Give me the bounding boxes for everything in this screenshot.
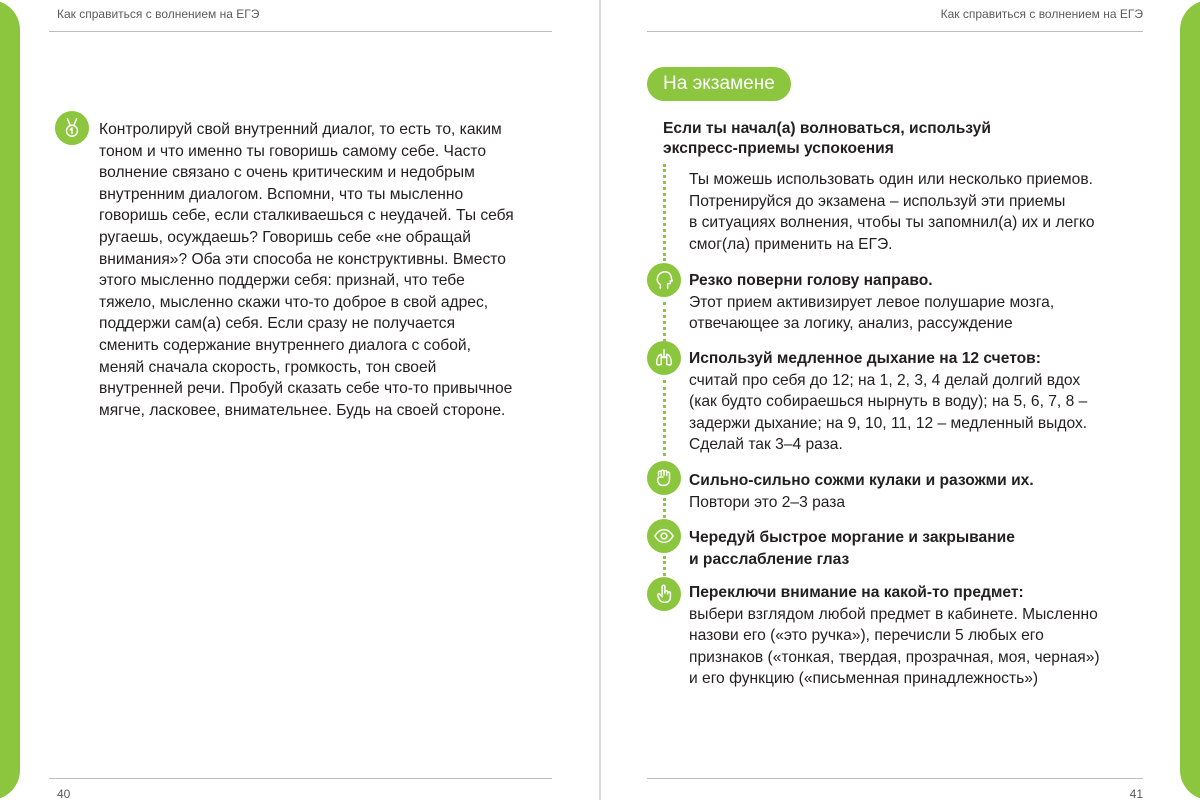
lungs-icon [647,341,681,375]
line: меняй сначала скорость, громкость, тон своей [99,358,437,376]
section-title: На экзамене [647,67,791,101]
page-gutter [599,0,601,800]
line: экспресс-приемы успокоения [663,140,894,157]
line: сменить содержание внутреннего диалога с собой, [99,336,471,354]
medal-icon [55,111,89,145]
tip-head-turn [689,270,1144,335]
line: Повтори это 2–3 раза [689,493,846,511]
dotted-connector [663,302,666,342]
right-edge-tab [1180,0,1200,800]
page-number-right: 41 [1129,787,1143,800]
line: Этот прием активизирует левое полушарие мозга, [689,293,1055,311]
dotted-connector [663,164,666,261]
left-body-text [99,119,559,421]
line: считай про себя до 12; на 1, 2, 3, 4 делай долгий вдох [689,371,1081,389]
tip-fists [689,470,1144,513]
tip-blinking [689,527,1144,570]
line: отвечающее за логику, анализ, рассуждение [689,315,1013,333]
dotted-connector [663,380,666,456]
tip-title: Используй медленное дыхание на 12 счетов: [689,350,1041,367]
footer-rule-left [49,778,552,779]
line: говоришь себе, если сталкиваешься с неудачей. Ты себя [99,207,514,225]
line: этого мысленно поддержи себя: признай, что тебе [99,272,465,290]
line: волнение связано с очень критическим и недобрым [99,164,475,182]
line: смог(ла) применить на ЕГЭ. [689,235,893,253]
running-head-left: Как справиться с волнением на ЕГЭ [57,7,260,21]
line: Сделай так 3–4 раза. [689,436,843,454]
tip-title: Резко поверни голову направо. [689,272,933,289]
running-head-right: Как справиться с волнением на ЕГЭ [940,7,1143,21]
line: Если ты начал(а) волноваться, используй [663,120,991,137]
line: внимания»? Оба эти способа не конструктивны. Вместо [99,250,506,268]
line: (как будто собираешься нырнуть в воду); на 5, 6, 7, 8 – [689,393,1088,411]
tip-title: и расслабление глаз [689,550,850,568]
header-rule-right [647,31,1143,32]
left-edge-tab [0,0,20,800]
line: поддержи сам(а) себя. Если сразу не получается [99,315,456,333]
tip-title: Сильно-сильно сожми кулаки и разожми их. [689,472,1034,489]
tip-attention-switch [689,582,1144,690]
line: внутренним диалогом. Вспомни, что ты мысленно [99,185,464,203]
fist-icon [647,461,681,495]
tip-title: Чередуй быстрое моргание и закрывание [689,529,1015,546]
footer-rule-right [647,778,1143,779]
line: задержи дыхание; на 9, 10, 11, 12 – медленный выдох. [689,414,1088,432]
line: тоном и что именно ты говоришь самому себе. Часто [99,142,487,160]
line: выбери взглядом любой предмет в кабинете. Мысленно [689,605,1098,623]
pointing-hand-icon [647,577,681,611]
line: Контролируй свой внутренний диалог, то есть то, каким [99,121,502,138]
line: признаков («тонкая, твердая, прозрачная, моя, черная») [689,648,1100,666]
intro-paragraph [689,169,1144,255]
line: в ситуациях волнения, чтобы ты запомнил(а) их и легко [689,214,1095,232]
dotted-connector [663,498,666,518]
line: Ты можешь использовать один или несколько приемов. [689,171,1093,188]
eye-icon [647,519,681,553]
line: тяжело, мысленно скажи что-то доброе в свой адрес, [99,293,489,311]
dotted-connector [663,556,666,576]
line: назови его («это ручка»), перечисли 5 любых его [689,627,1044,645]
tip-title: Переключи внимание на какой-то предмет: [689,584,1024,601]
line: и его функцию («письменная принадлежность») [689,670,1039,688]
line: внутренней речи. Пробуй сказать себе что-то привычное [99,380,513,398]
header-rule-left [49,31,552,32]
page-number-left: 40 [57,787,71,800]
tip-breathing [689,348,1144,456]
line: мягче, ласковее, внимательнее. Будь на своей стороне. [99,401,506,419]
head-profile-icon [647,263,681,297]
line: Потренируйся до экзамена – используй эти приемы [689,192,1066,210]
line: ругаешь, осуждаешь? Говоришь себе «не обращай [99,228,471,246]
lead-heading [663,119,1133,159]
